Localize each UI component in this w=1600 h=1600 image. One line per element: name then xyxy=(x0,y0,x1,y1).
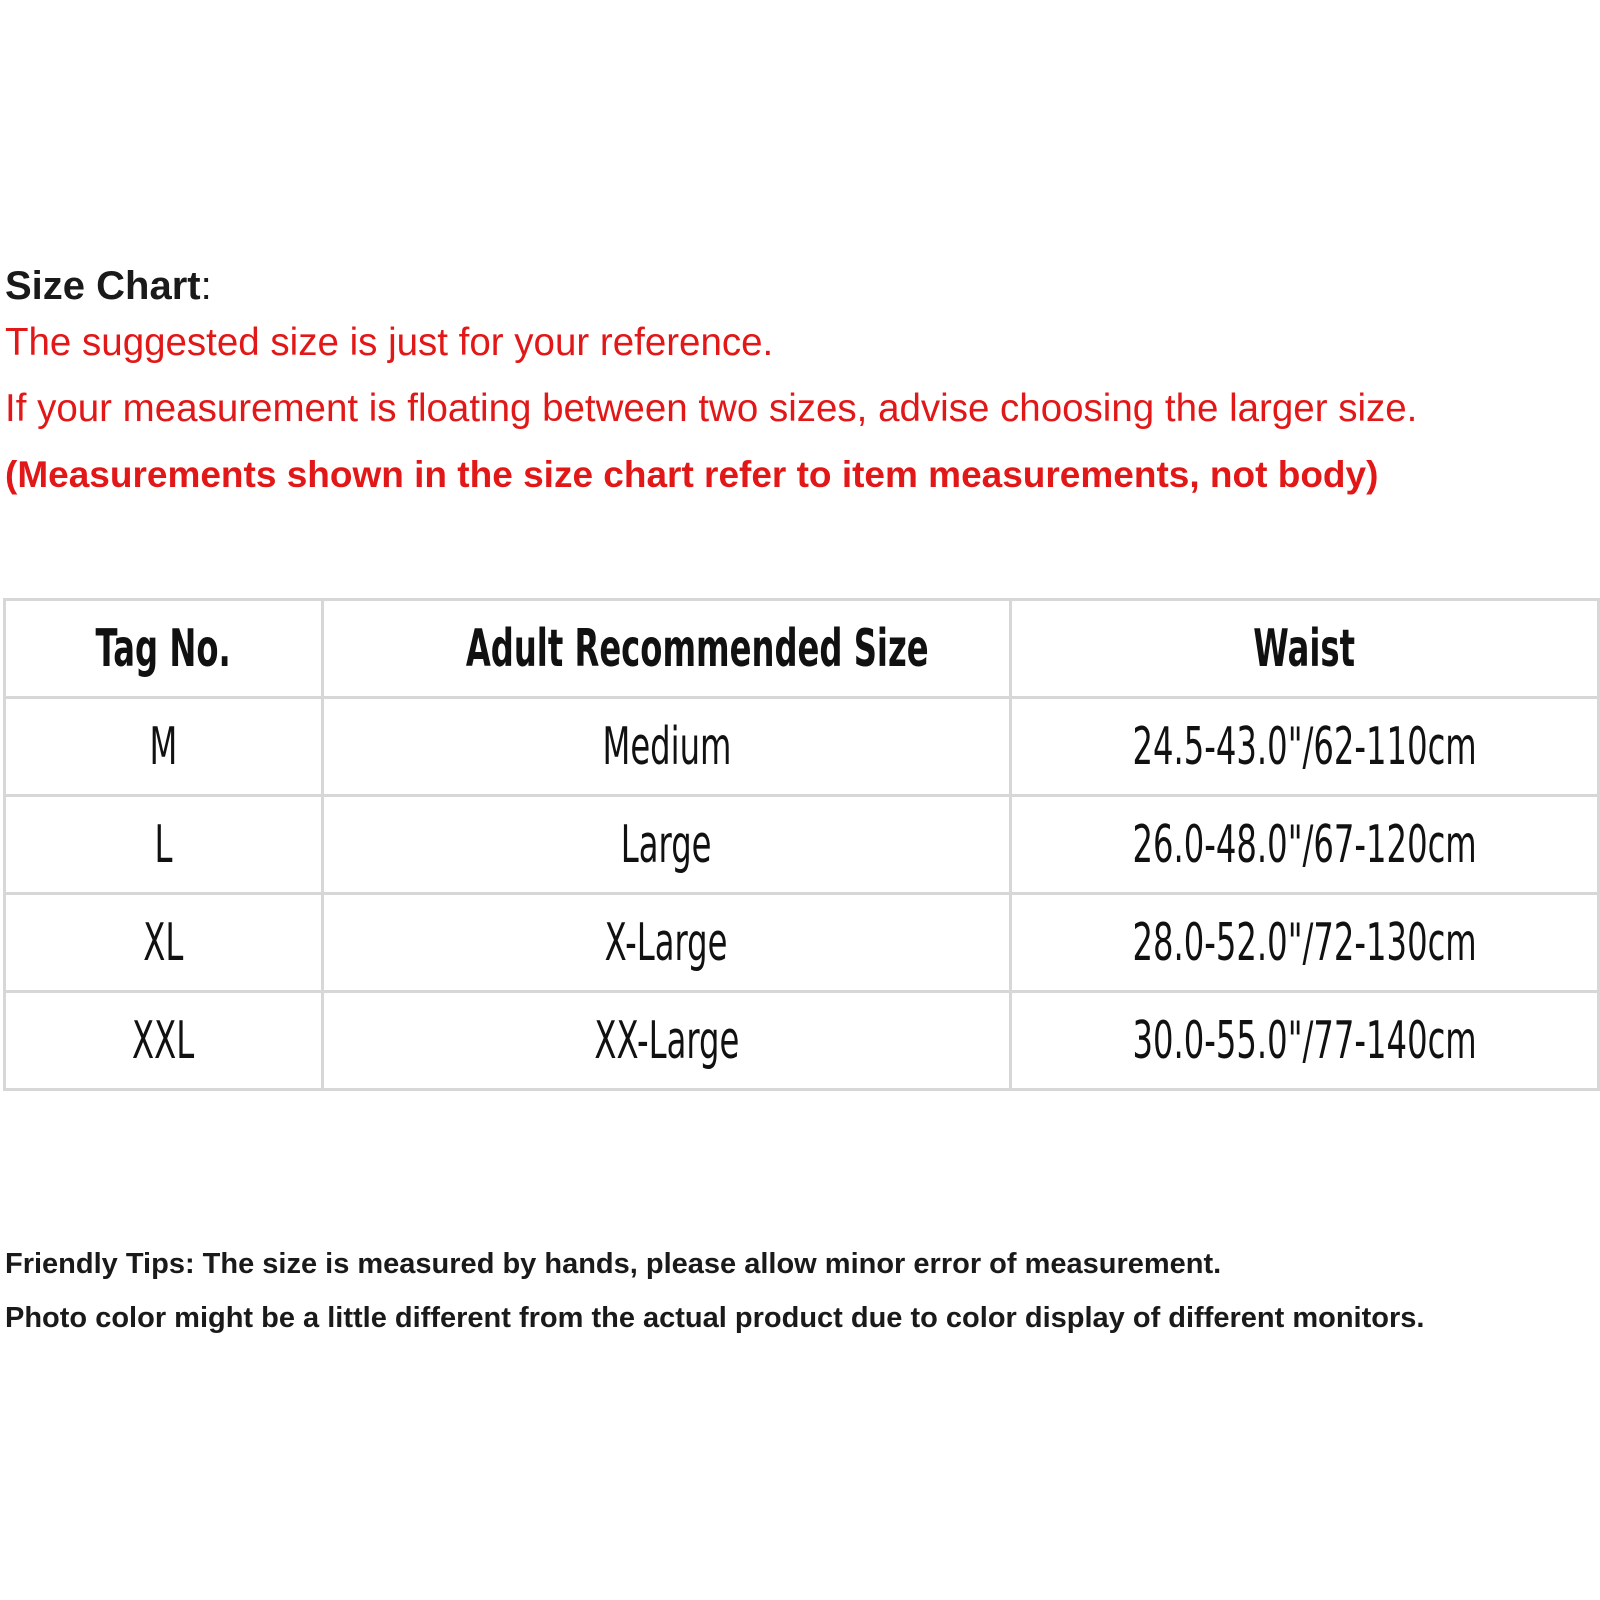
friendly-tips xyxy=(5,1237,1595,1345)
size-value: Medium xyxy=(602,716,731,777)
size-table xyxy=(3,598,1600,1091)
tag-cell xyxy=(5,796,323,894)
table-row xyxy=(5,894,1599,992)
header-tag-no-label: Tag No. xyxy=(95,618,232,679)
tag-value: XXL xyxy=(132,1010,195,1071)
size-cell xyxy=(323,698,1011,796)
tag-cell xyxy=(5,894,323,992)
waist-cell xyxy=(1011,796,1599,894)
sizing-advice-note: If your measurement is floating between two sizes, advise choosing the larger size. xyxy=(5,387,1418,430)
measurement-tip: Friendly Tips: The size is measured by hands, please allow minor error of measurement. xyxy=(5,1248,1222,1280)
measurement-disclaimer: (Measurements shown in the size chart refer to item measurements, not body) xyxy=(5,454,1379,495)
waist-value: 26.0-48.0"/67-120cm xyxy=(1132,814,1477,875)
waist-cell xyxy=(1011,992,1599,1090)
table-header-row xyxy=(5,600,1599,698)
waist-value: 28.0-52.0"/72-130cm xyxy=(1132,912,1477,973)
waist-cell xyxy=(1011,894,1599,992)
tag-cell xyxy=(5,698,323,796)
page-title xyxy=(5,262,1595,310)
header-waist-label: Waist xyxy=(1253,618,1356,679)
size-cell xyxy=(323,796,1011,894)
tag-cell xyxy=(5,992,323,1090)
size-value: X-Large xyxy=(605,912,728,973)
header-adult-recommended-size-label: Adult Recommended Size xyxy=(465,618,929,679)
table-row xyxy=(5,796,1599,894)
waist-value: 30.0-55.0"/77-140cm xyxy=(1132,1010,1477,1071)
size-cell xyxy=(323,992,1011,1090)
header-adult-recommended-size xyxy=(323,600,1011,698)
color-tip: Photo color might be a little different from the actual product due to color display of different monitors. xyxy=(5,1302,1425,1334)
table-row xyxy=(5,992,1599,1090)
waist-value: 24.5-43.0"/62-110cm xyxy=(1132,716,1477,777)
size-chart-header xyxy=(5,262,1595,508)
tag-value: XL xyxy=(143,912,184,973)
reference-note: The suggested size is just for your reference. xyxy=(5,321,774,364)
title-colon: : xyxy=(200,264,212,308)
size-value: Large xyxy=(621,814,712,875)
header-waist xyxy=(1011,600,1599,698)
waist-cell xyxy=(1011,698,1599,796)
header-tag-no xyxy=(5,600,323,698)
table-row xyxy=(5,698,1599,796)
tag-value: M xyxy=(149,716,178,777)
size-value: XX-Large xyxy=(594,1010,739,1071)
title-text: Size Chart xyxy=(5,264,201,308)
size-cell xyxy=(323,894,1011,992)
tag-value: L xyxy=(154,814,173,875)
